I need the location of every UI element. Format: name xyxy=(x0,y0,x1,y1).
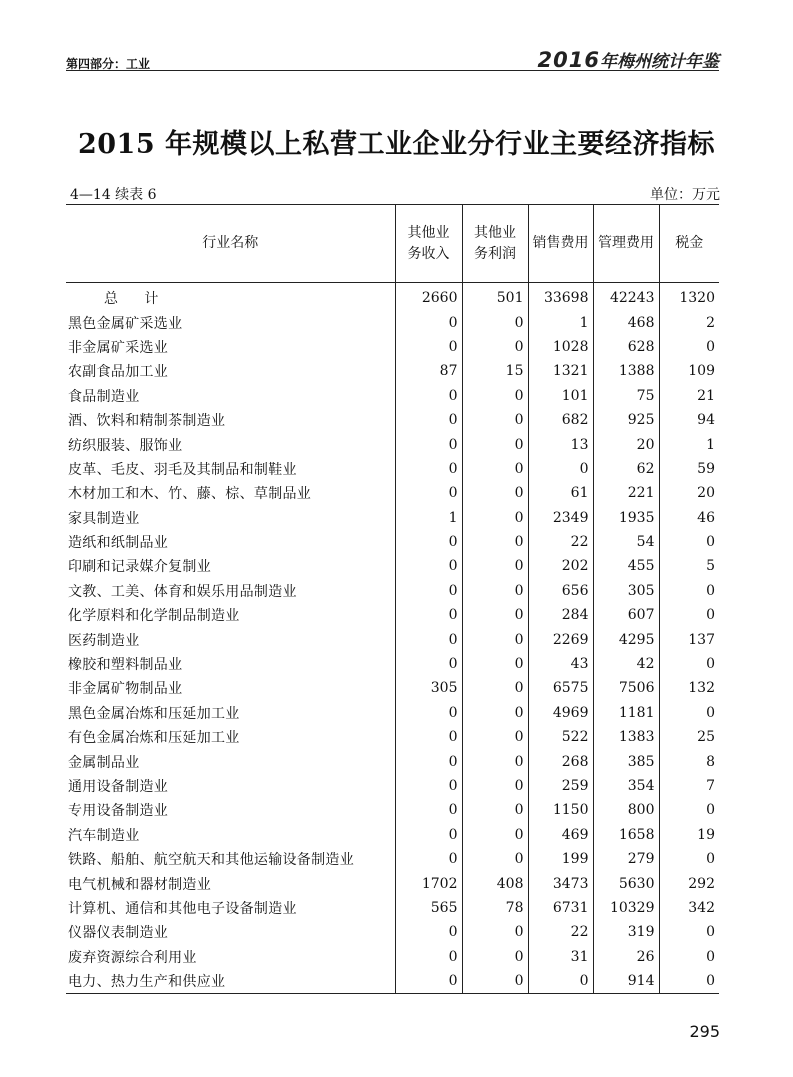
industry-name: 非金属矿采选业 xyxy=(68,339,169,356)
cell-mgmt-expense: 1658 xyxy=(593,823,659,847)
cell-other-income: 0 xyxy=(395,408,462,432)
col-header-industry: 行业名称 xyxy=(66,205,395,283)
cell-mgmt-expense: 628 xyxy=(593,335,659,359)
industry-name: 木材加工和木、竹、藤、棕、草制品业 xyxy=(68,486,312,503)
cell-mgmt-expense: 305 xyxy=(593,579,659,603)
cell-other-income: 0 xyxy=(395,847,462,871)
cell-other-income: 0 xyxy=(395,798,462,822)
cell-other-profit: 0 xyxy=(462,774,528,798)
unit-label: 单位：万元 xyxy=(650,187,720,203)
industry-name: 酒、饮料和精制茶制造业 xyxy=(68,413,226,430)
cell-tax: 0 xyxy=(659,920,719,944)
cell-sales-expense: 522 xyxy=(528,725,593,749)
cell-mgmt-expense: 800 xyxy=(593,798,659,822)
cell-sales-expense: 13 xyxy=(528,432,593,456)
cell-other-income: 0 xyxy=(395,335,462,359)
cell-other-income: 0 xyxy=(395,823,462,847)
table-row xyxy=(66,335,719,359)
cell-sales-expense: 1 xyxy=(528,310,593,334)
industry-name: 电气机械和器材制造业 xyxy=(68,876,211,893)
cell-other-income: 0 xyxy=(395,579,462,603)
cell-mgmt-expense: 279 xyxy=(593,847,659,871)
cell-sales-expense: 22 xyxy=(528,920,593,944)
cell-sales-expense: 33698 xyxy=(528,283,593,311)
table-subheader xyxy=(70,184,720,204)
industry-name: 通用设备制造业 xyxy=(68,779,169,795)
cell-other-profit: 0 xyxy=(462,530,528,554)
cell-sales-expense: 61 xyxy=(528,481,593,505)
table-row xyxy=(66,823,719,847)
cell-tax: 0 xyxy=(659,847,719,871)
industry-name: 专用设备制造业 xyxy=(68,803,169,820)
cell-other-profit: 0 xyxy=(462,310,528,334)
cell-tax: 59 xyxy=(659,457,719,481)
cell-sales-expense: 3473 xyxy=(528,871,593,895)
industry-name: 纺织服装、服饰业 xyxy=(68,437,183,454)
industry-name: 食品制造业 xyxy=(68,388,140,405)
cell-other-income: 1 xyxy=(395,506,462,530)
cell-sales-expense: 0 xyxy=(528,457,593,481)
cell-other-profit: 0 xyxy=(462,554,528,578)
cell-tax: 0 xyxy=(659,335,719,359)
cell-other-profit: 0 xyxy=(462,603,528,627)
cell-other-profit: 0 xyxy=(462,969,528,994)
cell-sales-expense: 682 xyxy=(528,408,593,432)
cell-other-profit: 15 xyxy=(462,359,528,383)
cell-other-income: 0 xyxy=(395,774,462,798)
cell-other-profit: 0 xyxy=(462,847,528,871)
cell-other-profit: 0 xyxy=(462,384,528,408)
cell-sales-expense: 43 xyxy=(528,652,593,676)
table-row xyxy=(66,847,719,871)
industry-name: 皮革、毛皮、羽毛及其制品和制鞋业 xyxy=(68,461,297,478)
cell-other-income: 0 xyxy=(395,432,462,456)
industry-name: 计算机、通信和其他电子设备制造业 xyxy=(68,900,297,917)
cell-mgmt-expense: 42 xyxy=(593,652,659,676)
cell-tax: 0 xyxy=(659,603,719,627)
header-rule xyxy=(66,70,719,71)
col-header-tax: 税金 xyxy=(659,205,719,283)
cell-other-income: 0 xyxy=(395,530,462,554)
table-row xyxy=(66,701,719,725)
section-label: 第四部分：工业 xyxy=(66,57,151,71)
cell-mgmt-expense: 42243 xyxy=(593,283,659,311)
industry-name: 铁路、船舶、航空航天和其他运输设备制造业 xyxy=(68,852,354,869)
cell-tax: 0 xyxy=(659,579,719,603)
cell-sales-expense: 268 xyxy=(528,749,593,773)
cell-tax: 0 xyxy=(659,798,719,822)
cell-mgmt-expense: 914 xyxy=(593,969,659,994)
cell-sales-expense: 101 xyxy=(528,384,593,408)
cell-mgmt-expense: 1383 xyxy=(593,725,659,749)
col-header-other-profit: 其他业 务利润 xyxy=(462,205,528,283)
cell-tax: 342 xyxy=(659,896,719,920)
table-row xyxy=(66,652,719,676)
cell-tax: 25 xyxy=(659,725,719,749)
table-row xyxy=(66,530,719,554)
cell-other-profit: 0 xyxy=(462,506,528,530)
cell-other-income: 0 xyxy=(395,603,462,627)
table-row xyxy=(66,749,719,773)
cell-tax: 21 xyxy=(659,384,719,408)
industry-name: 有色金属冶炼和压延加工业 xyxy=(68,730,240,747)
cell-tax: 109 xyxy=(659,359,719,383)
cell-tax: 292 xyxy=(659,871,719,895)
table-row-total xyxy=(66,283,719,311)
cell-mgmt-expense: 925 xyxy=(593,408,659,432)
cell-sales-expense: 259 xyxy=(528,774,593,798)
industry-name: 汽车制造业 xyxy=(68,827,140,844)
cell-other-income: 0 xyxy=(395,457,462,481)
table-row xyxy=(66,579,719,603)
cell-sales-expense: 4969 xyxy=(528,701,593,725)
table-row xyxy=(66,725,719,749)
cell-other-profit: 0 xyxy=(462,408,528,432)
table-row xyxy=(66,969,719,994)
table-code: 4—14 续表 6 xyxy=(70,187,157,203)
industry-name: 黑色金属冶炼和压延加工业 xyxy=(68,705,240,722)
cell-other-income: 0 xyxy=(395,945,462,969)
table-row xyxy=(66,676,719,700)
yearbook-title xyxy=(538,47,719,72)
cell-mgmt-expense: 455 xyxy=(593,554,659,578)
cell-mgmt-expense: 1388 xyxy=(593,359,659,383)
cell-other-profit: 0 xyxy=(462,457,528,481)
cell-other-income: 0 xyxy=(395,701,462,725)
cell-mgmt-expense: 1935 xyxy=(593,506,659,530)
table-row xyxy=(66,506,719,530)
industry-name: 印刷和记录媒介复制业 xyxy=(68,559,211,576)
table-row xyxy=(66,432,719,456)
table-row xyxy=(66,920,719,944)
cell-tax: 2 xyxy=(659,310,719,334)
cell-other-income: 0 xyxy=(395,554,462,578)
col-header-sales-expense: 销售费用 xyxy=(528,205,593,283)
cell-other-profit: 0 xyxy=(462,749,528,773)
page-title: 2015 年规模以上私营工业企业分行业主要经济指标 xyxy=(77,129,716,160)
cell-tax: 0 xyxy=(659,969,719,994)
industry-name: 金属制品业 xyxy=(68,754,140,771)
col-header-mgmt-expense: 管理费用 xyxy=(593,205,659,283)
cell-other-income: 1702 xyxy=(395,871,462,895)
cell-tax: 132 xyxy=(659,676,719,700)
cell-other-income: 0 xyxy=(395,627,462,651)
table-row xyxy=(66,945,719,969)
table-row xyxy=(66,896,719,920)
cell-tax: 1 xyxy=(659,432,719,456)
table-header-row xyxy=(66,205,719,283)
industry-name: 文教、工美、体育和娱乐用品制造业 xyxy=(68,583,297,600)
cell-mgmt-expense: 385 xyxy=(593,749,659,773)
cell-other-profit: 408 xyxy=(462,871,528,895)
cell-mgmt-expense: 62 xyxy=(593,457,659,481)
cell-mgmt-expense: 75 xyxy=(593,384,659,408)
cell-other-profit: 0 xyxy=(462,676,528,700)
cell-sales-expense: 469 xyxy=(528,823,593,847)
table-row xyxy=(66,457,719,481)
cell-tax: 7 xyxy=(659,774,719,798)
cell-other-profit: 0 xyxy=(462,627,528,651)
cell-mgmt-expense: 26 xyxy=(593,945,659,969)
industry-name: 农副食品加工业 xyxy=(68,364,169,381)
cell-sales-expense: 6575 xyxy=(528,676,593,700)
cell-other-profit: 0 xyxy=(462,920,528,944)
cell-sales-expense: 199 xyxy=(528,847,593,871)
cell-other-income: 87 xyxy=(395,359,462,383)
cell-tax: 20 xyxy=(659,481,719,505)
cell-mgmt-expense: 468 xyxy=(593,310,659,334)
table-body xyxy=(66,283,719,994)
cell-other-income: 0 xyxy=(395,384,462,408)
cell-sales-expense: 2269 xyxy=(528,627,593,651)
cell-other-profit: 0 xyxy=(462,652,528,676)
cell-other-income: 0 xyxy=(395,969,462,994)
cell-mgmt-expense: 10329 xyxy=(593,896,659,920)
cell-sales-expense: 202 xyxy=(528,554,593,578)
cell-other-profit: 501 xyxy=(462,283,528,311)
cell-sales-expense: 284 xyxy=(528,603,593,627)
table-row xyxy=(66,481,719,505)
industry-name: 电力、热力生产和供应业 xyxy=(66,969,395,994)
cell-other-profit: 0 xyxy=(462,701,528,725)
table-row xyxy=(66,627,719,651)
cell-tax: 1320 xyxy=(659,283,719,311)
cell-sales-expense: 31 xyxy=(528,945,593,969)
table-row xyxy=(66,384,719,408)
industry-name: 医药制造业 xyxy=(68,632,140,649)
industry-name: 黑色金属矿采选业 xyxy=(68,315,183,332)
page-number: 295 xyxy=(689,1022,720,1041)
table-row xyxy=(66,798,719,822)
cell-mgmt-expense: 607 xyxy=(593,603,659,627)
cell-other-income: 0 xyxy=(395,481,462,505)
cell-other-income: 305 xyxy=(395,676,462,700)
yearbook-name: 年梅州统计年鉴 xyxy=(600,52,719,72)
cell-other-profit: 0 xyxy=(462,798,528,822)
table-row xyxy=(66,774,719,798)
cell-tax: 0 xyxy=(659,652,719,676)
industry-name: 废弃资源综合利用业 xyxy=(68,949,197,966)
cell-mgmt-expense: 1181 xyxy=(593,701,659,725)
cell-other-profit: 78 xyxy=(462,896,528,920)
cell-tax: 5 xyxy=(659,554,719,578)
cell-tax: 19 xyxy=(659,823,719,847)
industry-name: 橡胶和塑料制品业 xyxy=(68,657,183,674)
cell-mgmt-expense: 5630 xyxy=(593,871,659,895)
cell-other-income: 0 xyxy=(395,725,462,749)
cell-other-income: 2660 xyxy=(395,283,462,311)
cell-other-income: 0 xyxy=(395,749,462,773)
cell-tax: 0 xyxy=(659,701,719,725)
cell-other-profit: 0 xyxy=(462,481,528,505)
cell-other-profit: 0 xyxy=(462,432,528,456)
cell-other-profit: 0 xyxy=(462,725,528,749)
industry-name: 非金属矿物制品业 xyxy=(68,681,183,698)
table-row xyxy=(66,871,719,895)
indicator-table xyxy=(66,204,719,994)
cell-tax: 8 xyxy=(659,749,719,773)
total-label: 总 计 xyxy=(104,291,159,308)
cell-sales-expense: 0 xyxy=(528,969,593,994)
table-row xyxy=(66,408,719,432)
cell-mgmt-expense: 354 xyxy=(593,774,659,798)
cell-other-income: 0 xyxy=(395,920,462,944)
cell-sales-expense: 656 xyxy=(528,579,593,603)
yearbook-year: 2016 xyxy=(537,48,600,72)
table-row xyxy=(66,603,719,627)
table-row xyxy=(66,359,719,383)
cell-sales-expense: 1321 xyxy=(528,359,593,383)
cell-sales-expense: 1150 xyxy=(528,798,593,822)
cell-sales-expense: 2349 xyxy=(528,506,593,530)
cell-tax: 46 xyxy=(659,506,719,530)
table-row xyxy=(66,310,719,334)
industry-name: 化学原料和化学制品制造业 xyxy=(68,608,240,625)
cell-tax: 0 xyxy=(659,945,719,969)
industry-name: 仪器仪表制造业 xyxy=(68,925,169,942)
col-header-other-income: 其他业 务收入 xyxy=(395,205,462,283)
cell-other-profit: 0 xyxy=(462,579,528,603)
cell-mgmt-expense: 4295 xyxy=(593,627,659,651)
cell-sales-expense: 22 xyxy=(528,530,593,554)
cell-tax: 137 xyxy=(659,627,719,651)
cell-other-income: 565 xyxy=(395,896,462,920)
industry-name: 家具制造业 xyxy=(68,510,140,527)
cell-mgmt-expense: 54 xyxy=(593,530,659,554)
cell-sales-expense: 6731 xyxy=(528,896,593,920)
industry-name: 造纸和纸制品业 xyxy=(68,535,169,552)
cell-other-income: 0 xyxy=(395,652,462,676)
cell-other-profit: 0 xyxy=(462,945,528,969)
cell-mgmt-expense: 319 xyxy=(593,920,659,944)
cell-other-profit: 0 xyxy=(462,823,528,847)
cell-tax: 0 xyxy=(659,530,719,554)
cell-tax: 94 xyxy=(659,408,719,432)
cell-mgmt-expense: 221 xyxy=(593,481,659,505)
table-row xyxy=(66,554,719,578)
cell-mgmt-expense: 20 xyxy=(593,432,659,456)
cell-other-income: 0 xyxy=(395,310,462,334)
cell-sales-expense: 1028 xyxy=(528,335,593,359)
cell-other-profit: 0 xyxy=(462,335,528,359)
cell-mgmt-expense: 7506 xyxy=(593,676,659,700)
